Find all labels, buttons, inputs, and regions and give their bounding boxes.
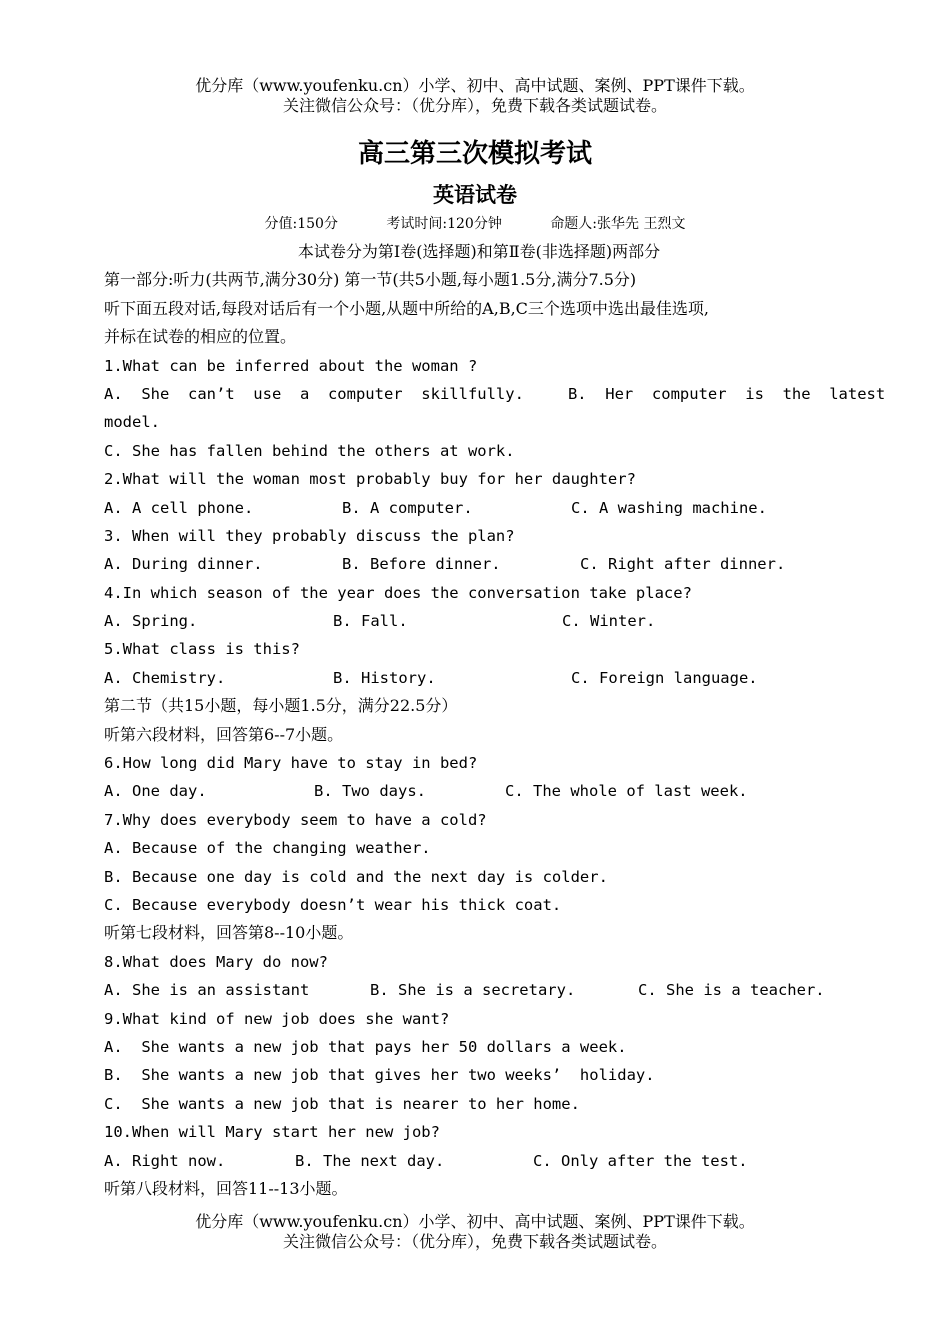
question-6-option-c: C. The whole of last week.	[505, 782, 748, 801]
question-9-option-c: C. She wants a new job that is nearer to her home.	[104, 1094, 580, 1113]
footer-line-1: 优分库（www.youfenku.cn）小学、初中、高中试题、案例、PPT课件下载。	[195, 1212, 755, 1231]
question-2-option-c: C. A washing machine.	[571, 498, 767, 517]
meta-score: 分值:150分	[264, 216, 338, 232]
question-1-option-b: B. Her computer is the latest	[567, 384, 886, 403]
header-banner	[0, 76, 950, 116]
question-1-option-a: A. She can’t use a computer skillfully.	[104, 384, 524, 403]
header-line-1: 优分库（www.youfenku.cn）小学、初中、高中试题、案例、PPT课件下载。	[195, 76, 755, 95]
question-2-option-a: A. A cell phone.	[104, 498, 254, 517]
part1-heading: 第一部分:听力(共两节,满分30分) 第一节(共5小题,每小题1.5分,满分7.5分)	[104, 270, 637, 290]
question-1-stem: 1.What can be inferred about the woman ?	[104, 356, 478, 375]
question-10-option-c: C. Only after the test.	[533, 1151, 748, 1170]
question-6-option-a: A. One day.	[104, 782, 207, 801]
question-4-option-b: B. Fall.	[333, 612, 408, 631]
question-4-stem: 4.In which season of the year does the conversation take place?	[104, 583, 692, 602]
question-8-option-a: A. She is an assistant	[104, 981, 310, 1000]
instructions-line-1: 听下面五段对话,每段对话后有一个小题,从题中所给的A,B,C三个选项中选出最佳选项,	[104, 298, 709, 318]
question-10-options	[104, 1147, 854, 1175]
question-2-options	[104, 494, 854, 522]
passage-8-instruction: 听第八段材料，回答11--13小题。	[104, 1178, 348, 1198]
question-2-stem: 2.What will the woman most probably buy for her daughter?	[104, 470, 636, 489]
question-7-option-a: A. Because of the changing weather.	[104, 839, 431, 858]
question-4-options	[104, 607, 854, 635]
question-3-stem: 3. When will they probably discuss the plan?	[104, 526, 515, 545]
question-3-options	[104, 550, 854, 578]
question-8-stem: 8.What does Mary do now?	[104, 952, 328, 971]
question-4-option-c: C. Winter.	[562, 612, 656, 631]
question-1-options-ab	[104, 380, 886, 408]
question-1-option-b-continued: model.	[104, 413, 160, 432]
question-3-option-c: C. Right after dinner.	[580, 555, 786, 574]
section-2-heading: 第二节（共15小题，每小题1.5分，满分22.5分）	[104, 696, 458, 716]
question-9-option-a: A. She wants a new job that pays her 50 dollars a week.	[104, 1037, 627, 1056]
passage-6-instruction: 听第六段材料，回答第6--7小题。	[104, 724, 344, 744]
question-7-stem: 7.Why does everybody seem to have a cold?	[104, 810, 487, 829]
question-2-option-b: B. A computer.	[342, 498, 473, 517]
question-1-option-c: C. She has fallen behind the others at work.	[104, 441, 515, 460]
question-7-option-b: B. Because one day is cold and the next day is colder.	[104, 867, 608, 886]
header-line-2: 关注微信公众号：（优分库），免费下载各类试题试卷。	[282, 96, 667, 115]
exam-title: 高三第三次模拟考试	[357, 139, 592, 169]
meta-time: 考试时间:120分钟	[386, 216, 502, 232]
footer-banner	[0, 1212, 950, 1252]
passage-7-instruction: 听第七段材料，回答第8--10小题。	[104, 923, 354, 943]
question-9-option-b: B. She wants a new job that gives her two weeks’ holiday.	[104, 1066, 655, 1085]
instructions-line-2: 并标在试卷的相应的位置。	[104, 327, 297, 347]
question-10-stem: 10.When will Mary start her new job?	[104, 1123, 440, 1142]
question-6-stem: 6.How long did Mary have to stay in bed?	[104, 754, 478, 773]
question-4-option-a: A. Spring.	[104, 612, 198, 631]
meta-author: 命题人:张华先 王烈文	[550, 216, 686, 232]
question-3-option-a: A. During dinner.	[104, 555, 263, 574]
footer-line-2: 关注微信公众号：（优分库），免费下载各类试题试卷。	[282, 1232, 667, 1251]
question-10-option-b: B. The next day.	[295, 1151, 445, 1170]
question-5-option-b: B. History.	[333, 668, 436, 687]
intro-line: 本试卷分为第Ⅰ卷(选择题)和第Ⅱ卷(非选择题)两部分	[297, 242, 661, 261]
exam-subtitle: 英语试卷	[433, 183, 517, 207]
question-3-option-b: B. Before dinner.	[342, 555, 501, 574]
question-10-option-a: A. Right now.	[104, 1151, 226, 1170]
exam-content	[104, 238, 886, 1203]
question-5-option-a: A. Chemistry.	[104, 668, 226, 687]
question-6-options	[104, 777, 854, 805]
question-5-stem: 5.What class is this?	[104, 640, 300, 659]
question-8-options	[104, 976, 854, 1004]
question-7-option-c: C. Because everybody doesn’t wear his thick coat.	[104, 895, 562, 914]
question-6-option-b: B. Two days.	[314, 782, 426, 801]
question-9-stem: 9.What kind of new job does she want?	[104, 1009, 450, 1028]
question-5-options	[104, 664, 854, 692]
exam-meta	[0, 214, 950, 234]
question-8-option-c: C. She is a teacher.	[638, 981, 825, 1000]
question-5-option-c: C. Foreign language.	[571, 668, 758, 687]
question-8-option-b: B. She is a secretary.	[370, 981, 576, 1000]
